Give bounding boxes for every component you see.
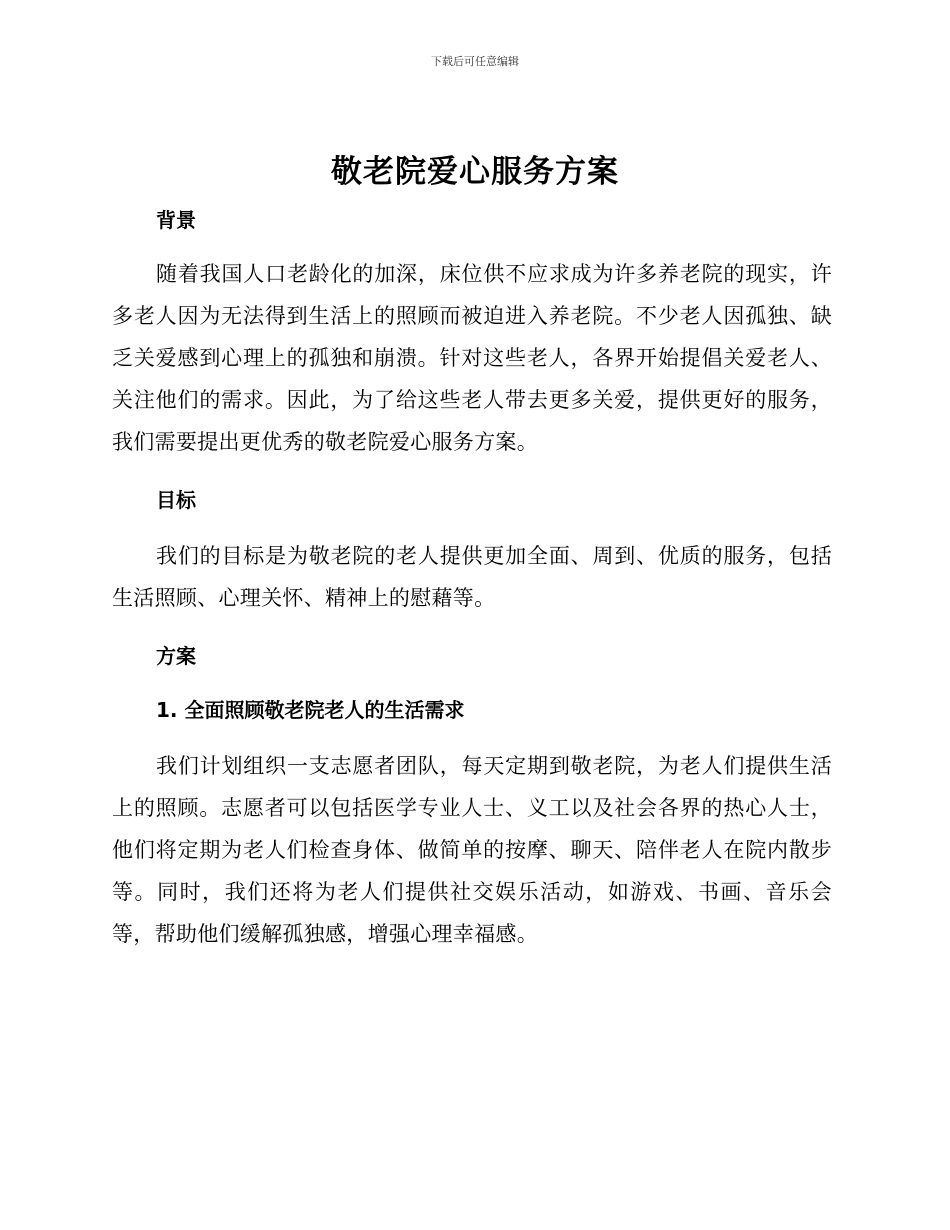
- document-title: 敬老院爱心服务方案: [331, 154, 619, 190]
- plan-item1-paragraph: 我们计划组织一支志愿者团队，每天定期到敬老院，为老人们提供生活上的照顾。志愿者可以包括医学专业人士、义工以及社会各界的热心人士，他们将定期为老人们检查身体、做简单的按摩、聊天、陪伴老人在院内散步等。同时，我们还将为老人们提供社交娱乐活动，如游戏、书画、音乐会等，帮助他们缓解孤独感，增强心理幸福感。: [112, 754, 832, 946]
- plan-heading: 方案: [156, 644, 196, 668]
- header-note: 下载后可任意编辑: [431, 55, 519, 68]
- document-body: [112, 205, 832, 955]
- background-paragraph: 随着我国人口老龄化的加深，床位供不应求成为许多养老院的现实，许多老人因为无法得到生活上的照顾而被迫进入养老院。不少老人因孤独、缺乏关爱感到心理上的孤独和崩溃。针对这些老人，各界开始提倡关爱老人、关注他们的需求。因此，为了给这些老人带去更多关爱，提供更好的服务，我们需要提出更优秀的敬老院爱心服务方案。: [112, 262, 832, 454]
- plan-item1-heading: 1. 全面照顾敬老院老人的生活需求: [156, 698, 465, 722]
- background-heading: 背景: [156, 208, 196, 232]
- goal-paragraph: 我们的目标是为敬老院的老人提供更加全面、周到、优质的服务，包括生活照顾、心理关怀、精神上的慰藉等。: [112, 544, 832, 610]
- goal-heading: 目标: [156, 488, 196, 512]
